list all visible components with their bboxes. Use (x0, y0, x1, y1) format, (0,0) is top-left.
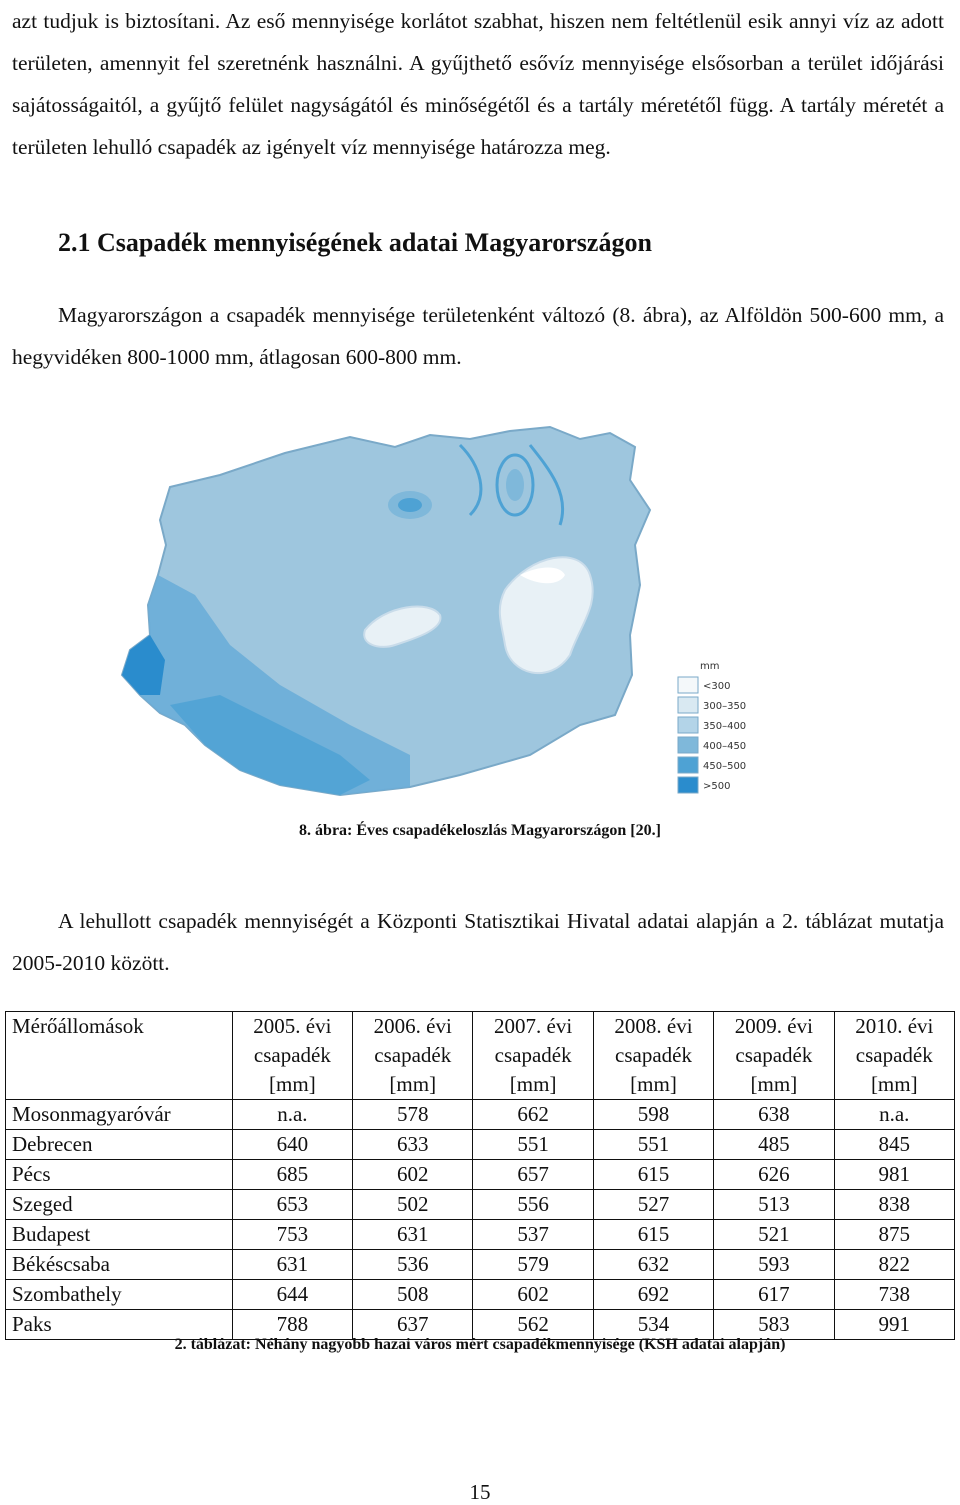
table-row (6, 1130, 955, 1160)
mountain-contour-4 (506, 469, 524, 501)
legend-swatch (678, 717, 698, 733)
header-year-2008: 2008. évi csapadék [mm] (593, 1012, 713, 1100)
value-cell: n.a. (232, 1100, 352, 1130)
value-cell: 598 (593, 1100, 713, 1130)
value-cell: 738 (834, 1280, 954, 1310)
header-year-2006: 2006. évi csapadék [mm] (353, 1012, 473, 1100)
value-cell: 631 (232, 1250, 352, 1280)
value-cell: 536 (353, 1250, 473, 1280)
value-cell: 822 (834, 1250, 954, 1280)
value-cell: 981 (834, 1160, 954, 1190)
table-intro-paragraph: A lehullott csapadék mennyiségét a Központi Statisztikai Hivatal adatai alapján a 2. táblázat mutatja 2005-2010 között. (12, 909, 944, 975)
table-row (6, 1310, 955, 1340)
value-cell: 838 (834, 1190, 954, 1220)
value-cell: 644 (232, 1280, 352, 1310)
value-cell: 788 (232, 1310, 352, 1340)
value-cell: 640 (232, 1130, 352, 1160)
value-cell: 551 (473, 1130, 593, 1160)
value-cell: 638 (714, 1100, 834, 1130)
page-number: 15 (469, 1480, 491, 1504)
station-name: Szeged (6, 1190, 233, 1220)
intro-paragraph: azt tudjuk is biztosítani. Az eső mennyisége korlátot szabhat, hiszen nem feltétlenül esik annyi víz az adott területen, amennyit fel szeretnénk használni. A gyűjthető esővíz mennyisége elsősorban a terület időjárási sajátosságaitól, a gyűjtő felület nagyságától és minőségétől és a tartály méretétől függ. A tartály méretét a területen lehulló csapadék az igényelt víz mennyisége határozza meg. (12, 9, 944, 159)
value-cell: 562 (473, 1310, 593, 1340)
legend-swatch (678, 737, 698, 753)
section-heading: 2.1 Csapadék mennyiségének adatai Magyarországon (58, 228, 652, 257)
station-name: Mosonmagyaróvár (6, 1100, 233, 1130)
station-name: Paks (6, 1310, 233, 1340)
value-cell: 875 (834, 1220, 954, 1250)
legend-label: >500 (703, 781, 731, 792)
header-year-2007: 2007. évi csapadék [mm] (473, 1012, 593, 1100)
value-cell: 537 (473, 1220, 593, 1250)
legend-label: 350–400 (703, 721, 747, 732)
value-cell: n.a. (834, 1100, 954, 1130)
legend-swatch (678, 757, 698, 773)
map-legend (678, 661, 746, 793)
value-cell: 662 (473, 1100, 593, 1130)
value-cell: 593 (714, 1250, 834, 1280)
table-header-row (6, 1012, 955, 1100)
precipitation-table (5, 1011, 955, 1340)
table-row (6, 1280, 955, 1310)
value-cell: 513 (714, 1190, 834, 1220)
value-cell: 578 (353, 1100, 473, 1130)
station-name: Szombathely (6, 1280, 233, 1310)
legend-swatch (678, 677, 698, 693)
value-cell: 692 (593, 1280, 713, 1310)
value-cell: 579 (473, 1250, 593, 1280)
value-cell: 602 (473, 1280, 593, 1310)
table-row (6, 1220, 955, 1250)
value-cell: 657 (473, 1160, 593, 1190)
header-year-2010: 2010. évi csapadék [mm] (834, 1012, 954, 1100)
station-name: Békéscsaba (6, 1250, 233, 1280)
value-cell: 632 (593, 1250, 713, 1280)
header-year-2005: 2005. évi csapadék [mm] (232, 1012, 352, 1100)
value-cell: 534 (593, 1310, 713, 1340)
value-cell: 633 (353, 1130, 473, 1160)
mountain-contour-2 (398, 498, 422, 512)
value-cell: 521 (714, 1220, 834, 1250)
table-row (6, 1190, 955, 1220)
value-cell: 615 (593, 1160, 713, 1190)
value-cell: 685 (232, 1160, 352, 1190)
legend-unit: mm (700, 661, 720, 672)
value-cell: 637 (353, 1310, 473, 1340)
header-stations: Mérőállomások (6, 1012, 233, 1100)
station-name: Budapest (6, 1220, 233, 1250)
value-cell: 508 (353, 1280, 473, 1310)
legend-label: 300–350 (703, 701, 747, 712)
value-cell: 527 (593, 1190, 713, 1220)
value-cell: 631 (353, 1220, 473, 1250)
section-paragraph: Magyarországon a csapadék mennyisége területenként változó (8. ábra), az Alföldön 500-600 mm, a hegyvidéken 800-1000 mm, átlagosan 600-800 mm. (12, 303, 944, 369)
value-cell: 653 (232, 1190, 352, 1220)
table-row (6, 1100, 955, 1130)
table-row (6, 1250, 955, 1280)
value-cell: 991 (834, 1310, 954, 1340)
value-cell: 485 (714, 1130, 834, 1160)
legend-swatch (678, 697, 698, 713)
value-cell: 551 (593, 1130, 713, 1160)
value-cell: 502 (353, 1190, 473, 1220)
value-cell: 583 (714, 1310, 834, 1340)
table-row (6, 1160, 955, 1190)
value-cell: 602 (353, 1160, 473, 1190)
value-cell: 617 (714, 1280, 834, 1310)
value-cell: 556 (473, 1190, 593, 1220)
precipitation-map (110, 425, 770, 805)
station-name: Debrecen (6, 1130, 233, 1160)
figure-caption: 8. ábra: Éves csapadékeloszlás Magyarországon [20.] (299, 822, 661, 839)
legend-swatch (678, 777, 698, 793)
value-cell: 845 (834, 1130, 954, 1160)
legend-label: <300 (703, 681, 731, 692)
value-cell: 615 (593, 1220, 713, 1250)
table-caption: 2. táblázat: Néhány nagyobb hazai város mért csapadékmennyisége (KSH adatai alapján) (174, 1336, 786, 1353)
legend-label: 400–450 (703, 741, 747, 752)
value-cell: 626 (714, 1160, 834, 1190)
legend-label: 450–500 (703, 761, 747, 772)
value-cell: 753 (232, 1220, 352, 1250)
station-name: Pécs (6, 1160, 233, 1190)
header-year-2009: 2009. évi csapadék [mm] (714, 1012, 834, 1100)
